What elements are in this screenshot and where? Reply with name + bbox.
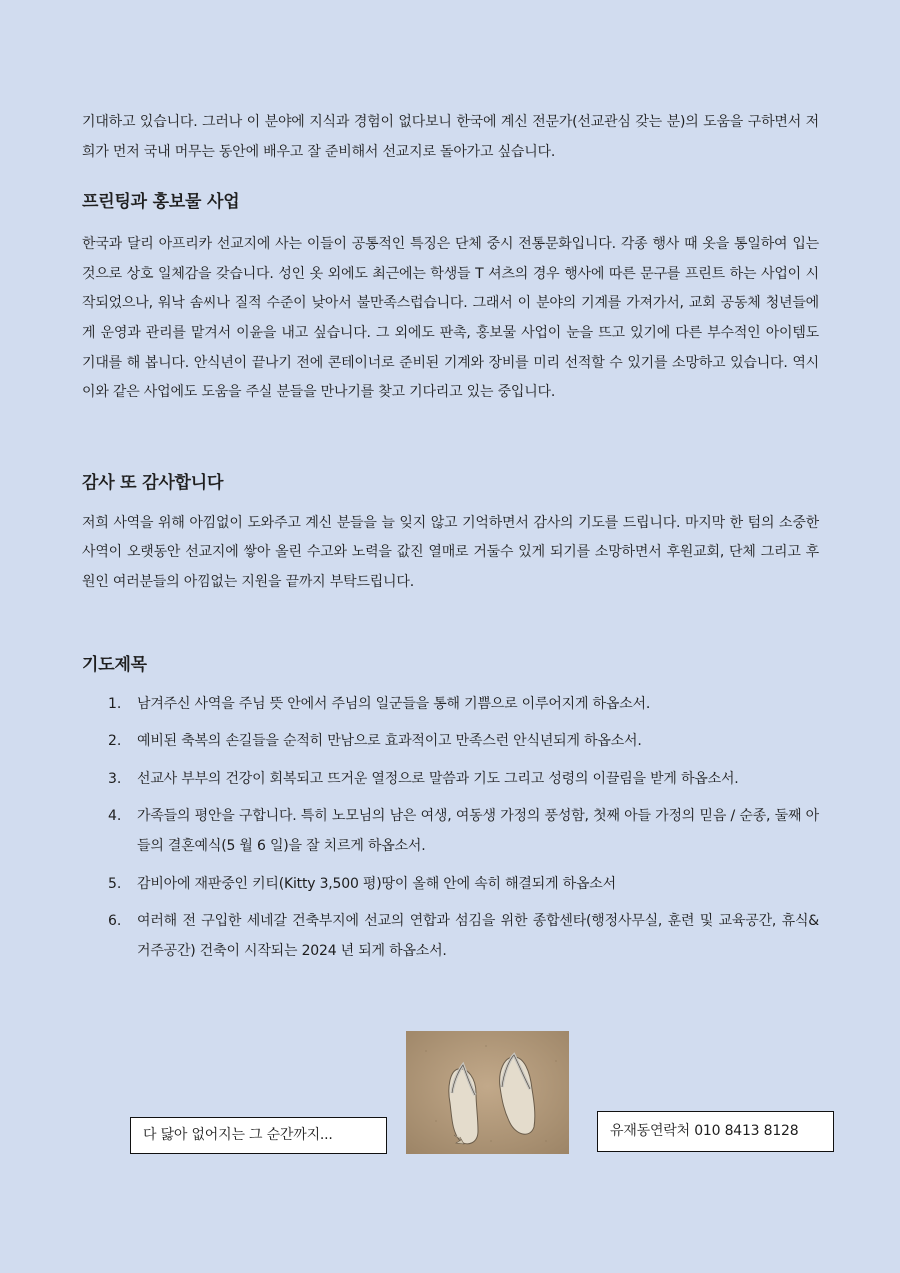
document-body — [82, 108, 819, 974]
list-number: 1. — [108, 695, 122, 712]
list-item — [82, 907, 819, 966]
list-text: 선교사 부부의 건강이 회복되고 뜨거운 열정으로 말씀과 기도 그리고 성령의 이끌림을 받게 하옵소서. — [137, 770, 739, 787]
thanks-heading: 감사 또 감사합니다 — [82, 472, 224, 493]
prayer-list — [82, 690, 819, 967]
thanks-paragraph: 저희 사역을 위해 아낌없이 도와주고 계신 분들을 늘 잊지 않고 기억하면서 감사의 기도를 드립니다. 마지막 한 텀의 소중한 사역이 오랫동안 선교지에 쌓아 올린 수고와 노력을 값진 열매로 거둘수 있게 되기를 소망하면서 후원교회, 단체 그리고 후원인 여러분들의 아낌없는 지원을 끝까지 부탁드립니다. — [82, 514, 819, 590]
list-number: 6. — [108, 913, 122, 930]
caption-text: 다 닳아 없어지는 그 순간까지... — [143, 1127, 333, 1143]
list-number: 4. — [108, 808, 122, 825]
list-text: 감비아에 재판중인 키티(Kitty 3,500 평)땅이 올해 안에 속히 해결되게 하옵소서 — [137, 875, 616, 892]
list-item — [82, 690, 819, 720]
list-item — [82, 802, 819, 861]
contact-text: 유재동연락처 010 8413 8128 — [610, 1123, 799, 1139]
list-text: 예비된 축복의 손길들을 순적히 만남으로 효과적이고 만족스런 안식년되게 하옵소서. — [137, 733, 642, 750]
intro-paragraph: 기대하고 있습니다. 그러나 이 분야에 지식과 경험이 없다보니 한국에 계신 전문가(선교관심 갖는 분)의 도움을 구하면서 저희가 먼저 국내 머무는 동안에 배우고 잘 준비해서 선교지로 돌아가고 싶습니다. — [82, 114, 819, 160]
prayer-heading: 기도제목 — [82, 654, 147, 675]
list-text: 남겨주신 사역을 주님 뜻 안에서 주님의 일군들을 통해 기쁨으로 이루어지게 하옵소서. — [137, 695, 651, 712]
caption-box — [130, 1117, 387, 1154]
list-number: 5. — [108, 875, 122, 892]
printing-paragraph: 한국과 달리 아프리카 선교지에 사는 이들이 공통적인 특징은 단체 중시 전통문화입니다. 각종 행사 때 옷을 통일하여 입는 것으로 상호 일체감을 갖습니다. 성인 옷 외에도 최근에는 학생들 T 셔츠의 경우 행사에 따른 문구를 프린트 하는 사업이 시작되었으나, 워낙 솜씨나 질적 수준이 낮아서 불만족스럽습니다. 그래서 이 분야의 기계를 가져가서, 교회 공동체 청년들에게 운영과 관리를 맡겨서 이윤을 내고 싶습니다. 그 외에도 판촉, 홍보물 사업이 눈을 뜨고 있기에 다른 부수적인 아이템도 기대를 해 봅니다. 안식년이 끝나기 전에 콘테이너로 준비된 기계와 장비를 미리 선적할 수 있기를 소망하고 있습니다. 역시 이와 같은 사업에도 도움을 주실 분들을 만나기를 찾고 기다리고 있는 중입니다. — [82, 236, 819, 401]
list-item — [82, 870, 819, 900]
list-number: 3. — [108, 770, 122, 787]
list-text: 여러해 전 구입한 세네갈 건축부지에 선교의 연합과 섬김을 위한 종합센타(행정사무실, 훈련 및 교육공간, 휴식& 거주공간) 건축이 시작되는 2024 년 되게 하옵소서. — [137, 913, 819, 959]
printing-heading: 프린팅과 홍보물 사업 — [82, 192, 240, 213]
worn-sandals-photo — [406, 1031, 569, 1154]
list-item — [82, 765, 819, 795]
list-item — [82, 727, 819, 757]
contact-box — [597, 1111, 834, 1152]
list-number: 2. — [108, 733, 122, 750]
list-text: 가족들의 평안을 구합니다. 특히 노모님의 남은 여생, 여동생 가정의 풍성함, 첫째 아들 가정의 믿음 / 순종, 둘째 아들의 결혼예식(5 월 6 일)을 잘 치르게 하옵소서. — [137, 808, 819, 854]
